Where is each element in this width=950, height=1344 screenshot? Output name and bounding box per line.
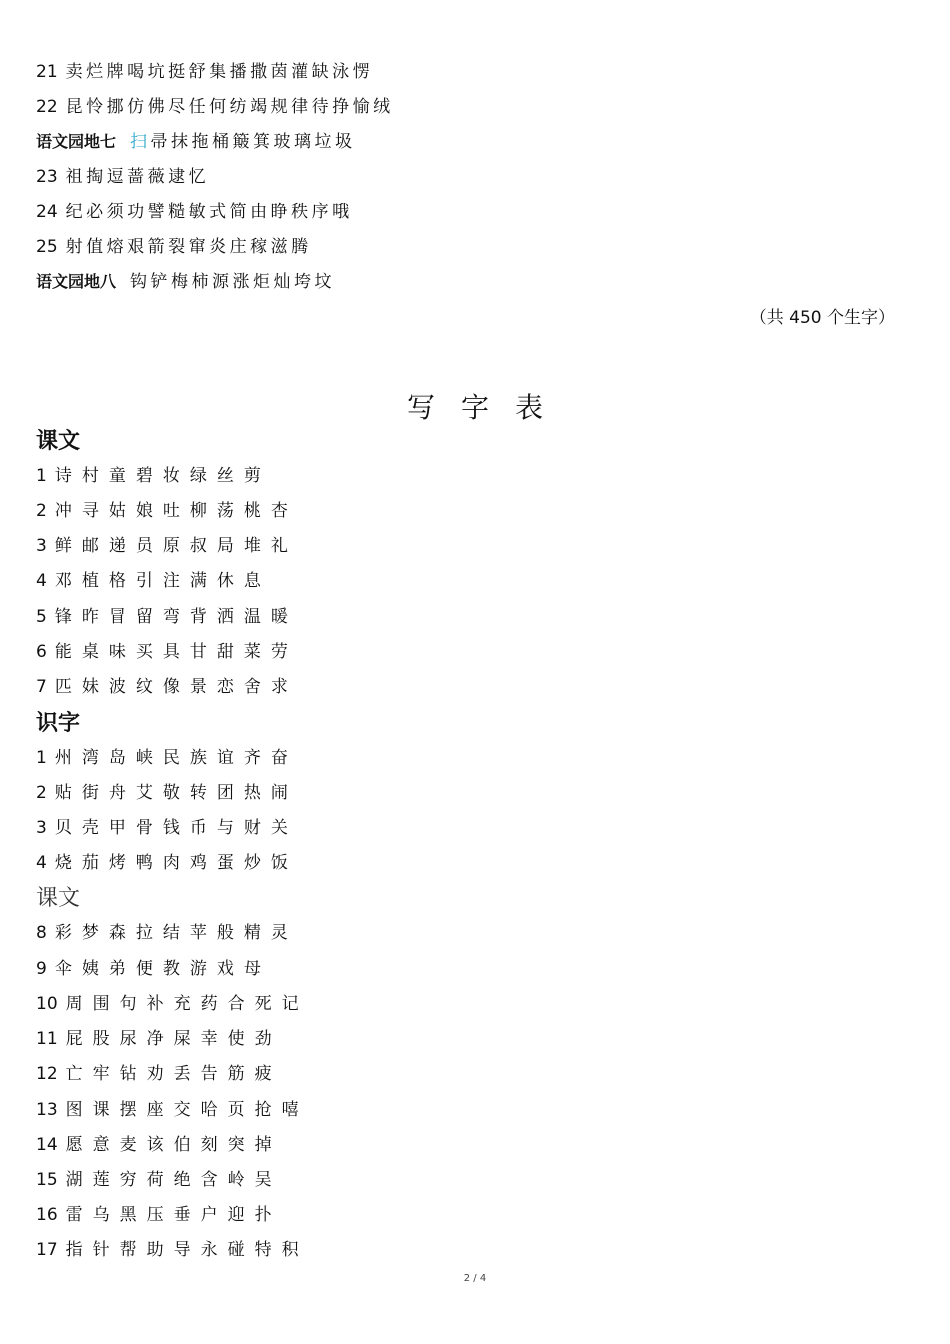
lesson-number: 6 [36, 642, 47, 662]
lesson-number: 1 [36, 466, 47, 486]
unit-label: 语文园地八 [36, 272, 117, 291]
lesson-chars: 祖掏逗蔷薇逮忆 [65, 167, 210, 187]
recognize-row [36, 59, 373, 85]
lesson-chars: 贴街舟艾敬转团热闹 [54, 783, 298, 803]
lesson-chars: 纪必须功譬糙敏式简由睁秩序哦 [65, 202, 353, 222]
lesson-chars: 帚抹拖桶簸箕玻璃垃圾 [150, 132, 356, 152]
write-row [36, 463, 271, 489]
write-row [36, 604, 298, 630]
write-row [36, 1237, 309, 1263]
lesson-number: 2 [36, 501, 47, 521]
lesson-number: 16 [36, 1205, 58, 1225]
write-row [36, 920, 298, 946]
write-row [36, 745, 298, 771]
lesson-chars: 亡牢钻劝丢告筋疲 [65, 1064, 282, 1084]
lesson-chars: 雷乌黑压垂户迎扑 [65, 1205, 282, 1225]
lesson-chars: 彩梦森拉结苹般精灵 [54, 923, 298, 943]
recognize-row [36, 269, 335, 295]
lesson-chars: 卖烂牌喝坑挺舒集播撒茵灌缺泳愣 [65, 62, 374, 82]
write-row [36, 1202, 282, 1228]
lesson-chars: 匹妹波纹像景恋舍求 [54, 677, 298, 697]
lesson-number: 8 [36, 923, 47, 943]
lesson-number: 13 [36, 1100, 58, 1120]
lesson-number: 9 [36, 959, 47, 979]
recognize-row [36, 164, 209, 190]
lesson-chars: 图课摆座交哈页抢嘻 [65, 1100, 309, 1120]
lesson-chars: 射值熔艰箭裂窜炎庄稼滋腾 [65, 237, 312, 257]
lesson-chars: 周围句补充药合死记 [65, 994, 309, 1014]
lesson-number: 2 [36, 783, 47, 803]
lesson-chars: 鲜邮递员原叔局堆礼 [54, 536, 298, 556]
lesson-chars: 愿意麦该伯刻突掉 [65, 1135, 282, 1155]
section-title: 写字表 [406, 391, 569, 424]
write-row [36, 991, 309, 1017]
lesson-number: 5 [36, 607, 47, 627]
lesson-chars: 指针帮助导永碰特积 [65, 1240, 309, 1260]
lesson-chars: 贝壳甲骨钱币与财关 [54, 818, 298, 838]
heading-kewen-continued: 课文 [36, 886, 81, 911]
lesson-number: 11 [36, 1029, 58, 1049]
page-number: 2 / 4 [463, 1273, 487, 1284]
lesson-number: 4 [36, 571, 47, 591]
lesson-number: 25 [36, 237, 58, 257]
write-row [36, 639, 298, 665]
write-row [36, 1132, 282, 1158]
lesson-chars: 锋昨冒留弯背洒温暖 [54, 607, 298, 627]
lesson-chars: 钩铲梅柿源涨炬灿垮坟 [130, 272, 336, 292]
write-row [36, 956, 271, 982]
lesson-chars: 诗村童碧妆绿丝剪 [54, 466, 271, 486]
lesson-chars: 昆怜挪仿佛尽任何纺竭规律待挣愉绒 [65, 97, 394, 117]
lesson-number: 3 [36, 536, 47, 556]
lesson-chars: 伞姨弟便教游戏母 [54, 959, 271, 979]
write-row [36, 815, 298, 841]
write-row [36, 1061, 282, 1087]
heading-kewen: 课文 [36, 429, 81, 454]
lesson-number: 3 [36, 818, 47, 838]
total-note: （共 450 个生字） [749, 308, 895, 328]
lesson-chars: 屁股尿净屎幸使劲 [65, 1029, 282, 1049]
unit-label: 语文园地七 [36, 132, 117, 151]
lesson-number: 15 [36, 1170, 58, 1190]
recognize-row [36, 199, 353, 225]
recognize-row [36, 129, 356, 155]
write-row [36, 498, 298, 524]
lesson-number: 17 [36, 1240, 58, 1260]
lesson-number: 7 [36, 677, 47, 697]
lesson-chars: 冲寻姑娘吐柳荡桃杏 [54, 501, 298, 521]
lesson-number: 21 [36, 62, 58, 82]
heading-shizi: 识字 [36, 711, 81, 736]
lesson-number: 4 [36, 853, 47, 873]
highlighted-char: 扫 [130, 132, 151, 152]
write-row [36, 674, 298, 700]
lesson-number: 1 [36, 748, 47, 768]
write-row [36, 1097, 309, 1123]
lesson-chars: 邓植格引注满休息 [54, 571, 271, 591]
lesson-number: 14 [36, 1135, 58, 1155]
lesson-chars: 能桌味买具甘甜菜劳 [54, 642, 298, 662]
write-row [36, 533, 298, 559]
lesson-number: 24 [36, 202, 58, 222]
lesson-chars: 州湾岛峡民族谊齐奋 [54, 748, 298, 768]
lesson-number: 10 [36, 994, 58, 1014]
lesson-chars: 烧茄烤鸭肉鸡蛋炒饭 [54, 853, 298, 873]
lesson-number: 12 [36, 1064, 58, 1084]
write-row [36, 1167, 282, 1193]
recognize-row [36, 94, 394, 120]
recognize-row [36, 234, 312, 260]
lesson-number: 23 [36, 167, 58, 187]
write-row [36, 1026, 282, 1052]
write-row [36, 568, 271, 594]
lesson-number: 22 [36, 97, 58, 117]
write-row [36, 780, 298, 806]
write-row [36, 850, 298, 876]
lesson-chars: 湖莲穷荷绝含岭吴 [65, 1170, 282, 1190]
